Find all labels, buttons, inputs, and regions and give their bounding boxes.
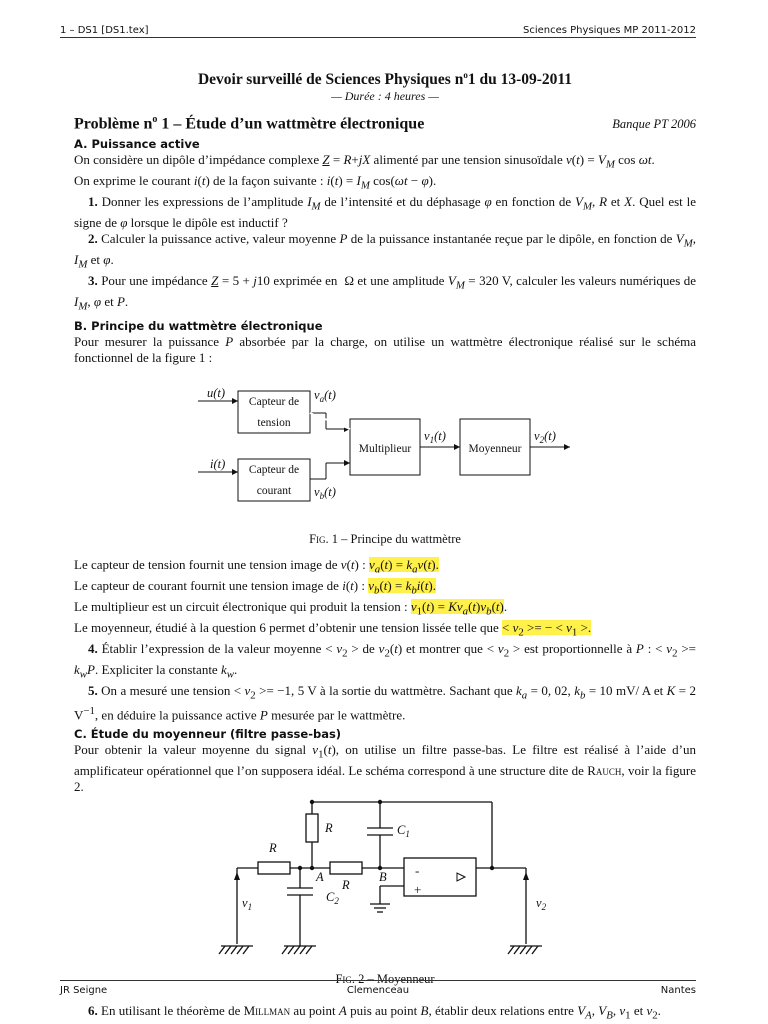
section-c-title: C. Étude du moyenneur (filtre passe-bas) — [74, 727, 342, 742]
label-c1: $C_1$ — [397, 823, 410, 840]
footer-center: Clemenceau — [346, 985, 410, 996]
label-vb: $v_b(t)$ — [314, 485, 336, 502]
paragraph-a2: On exprime le courant i(t) de la façon suivante : $i(t) = I_M$ cos(ωt − φ). — [74, 173, 437, 192]
current-sensor-label-1: Capteur de — [248, 464, 300, 477]
opamp-minus: - — [415, 863, 420, 879]
question-3: 3. Pour une impédance Z = 5 + j10 exprimée en Ω et une amplitude $V_M = 320$ V, calculer les valeurs numériques de $I_M$, φ et P. — [74, 272, 696, 313]
figure-1 — [74, 365, 696, 530]
footer-left: JR Seigne — [60, 985, 108, 996]
label-v1: $v_1(t)$ — [424, 429, 446, 446]
figure-2-caption: Fig. 2 – Moyenneur — [335, 972, 435, 987]
document-body — [74, 66, 696, 1024]
problem-heading — [74, 112, 696, 133]
document-title: Devoir surveillé de Sciences Physiques $n^o1$ du 13-09-2011 — [197, 70, 573, 89]
label-node-a: A — [316, 870, 324, 885]
paragraph-b1: Pour mesurer la puissance P absorbée par la charge, on utilise un wattmètre électronique réalisé sur le schéma fonctionnel de la figure 1 : — [74, 334, 696, 365]
sentence-averager: Le moyenneur, étudié à la question 6 permet d’obtenir une tension lissée telle que < $v_2$ >= − < $v_1$ >. — [74, 619, 592, 639]
label-v2: $v_2(t)$ — [534, 429, 556, 446]
figure-2 — [74, 794, 696, 972]
label-v1: $v_1$ — [242, 896, 253, 913]
label-r-left: R — [269, 841, 277, 856]
voltage-sensor-label-1: Capteur de — [248, 396, 300, 409]
footer-right: Nantes — [660, 985, 696, 996]
label-r-middle: R — [342, 878, 350, 893]
header-left: 1 – DS1 [DS1.tex] — [60, 25, 149, 36]
circuit-diagram — [74, 794, 696, 972]
label-v2: $v_2$ — [536, 896, 547, 913]
header-right: Sciences Physiques MP 2011-2012 — [523, 25, 696, 36]
averager-label: Moyenneur — [468, 443, 522, 456]
paragraph-a1: On considère un dipôle d’impédance complexe Z = R+jX alimenté par une tension sinusoïdale $v(t) = V_M$ cos ωt. — [74, 151, 655, 171]
label-node-b: B — [379, 870, 387, 885]
page-header — [60, 21, 696, 38]
current-sensor-label-2: courant — [256, 485, 292, 498]
question-1: 1. Donner les expressions de l’amplitude $I_M$ de l’intensité et du déphasage φ en fonction de $V_M$, R et X. Quel est le signe de φ lorsque le dipôle est inductif ? — [74, 194, 697, 231]
label-r-top: R — [325, 821, 333, 836]
sentence-multiplier: Le multiplieur est un circuit électronique qui produit la tension : $v_1(t) = Kv_a(t)v_b(t)$. — [74, 598, 508, 618]
label-c2: $C_2$ — [326, 890, 339, 907]
question-6: 6. En utilisant le théorème de Millman au point A puis au point B, établir deux relations entre $V_A$, $V_B$, $v_1$ et $v_2$. — [88, 1002, 661, 1022]
section-a-title: A. Puissance active — [74, 136, 200, 151]
label-i: i(t) — [210, 457, 226, 472]
question-5: 5. On a mesuré une tension < $v_2 >= -1$, 5 V à la sortie du wattmètre. Sachant que $k_a = 0$, 02, $k_b = 10$ mV/ A et K = 2 $V^{-1}$, en déduire la puissance active P mesurée par le wattmètre. — [74, 683, 697, 723]
voltage-sensor-label-2: tension — [257, 417, 291, 430]
figure-1-caption: Fig. 1 – Principe du wattmètre — [309, 532, 461, 547]
sentence-voltage-sensor: Le capteur de tension fournit une tension image de v(t) : $v_a(t) = k_av(t)$. — [74, 556, 439, 576]
opamp-plus: + — [414, 882, 422, 898]
document-subtitle: — Durée : 4 heures — — [331, 89, 439, 104]
multiplier-label: Multiplieur — [358, 443, 412, 456]
question-4: 4. Établir l’expression de la valeur moyenne < $v_2$ > de $v_2(t)$ et montrer que < $v_2$ > est proportionnelle à P : < $v_2 >= k_wP$. Expliciter la constante $k_w$. — [74, 641, 696, 681]
page-footer — [60, 980, 696, 996]
problem-title: Problème $n^o$ 1 – Étude d’un wattmètre électronique — [74, 114, 425, 133]
question-2: 2. Calculer la puissance active, valeur moyenne P de la puissance instantanée reçue par le dipôle, en fonction de $V_M$, $I_M$ et φ. — [74, 230, 696, 271]
label-u: u(t) — [207, 386, 226, 401]
section-b-title: B. Principe du wattmètre électronique — [74, 319, 323, 334]
paragraph-c1: Pour obtenir la valeur moyenne du signal $v_1(t)$, on utilise un filtre passe-bas. Le filtre est réalisé à l’aide d’un amplificateur opérationnel que l’on supposera idéal. Le schéma correspond à une structure dite de Rauch, voir la figure 2. — [74, 742, 696, 794]
sentence-current-sensor: Le capteur de courant fournit une tension image de i(t) : $v_b(t) = k_bi(t)$. — [74, 577, 436, 597]
label-va: $v_a(t)$ — [314, 388, 336, 405]
problem-source: Banque PT 2006 — [612, 117, 696, 132]
block-diagram — [74, 365, 696, 530]
